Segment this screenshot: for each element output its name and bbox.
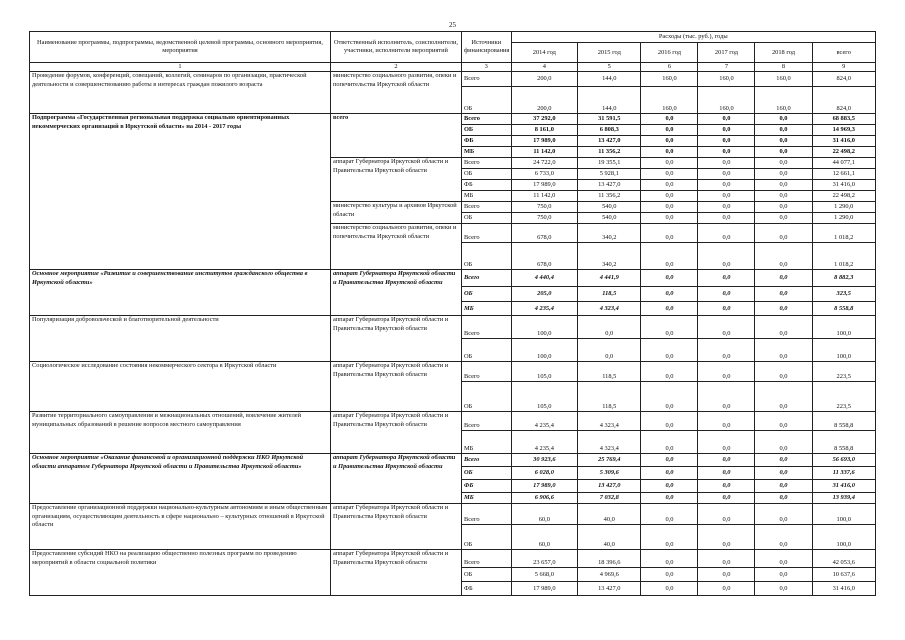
column-index: 5	[578, 63, 641, 72]
year-2018-cell: 0,0	[755, 125, 812, 136]
year-2015-cell: 40,0	[578, 504, 641, 525]
header-funding-source: Источники финансирования	[461, 32, 511, 63]
year-2017-cell: 0,0	[698, 382, 755, 412]
header-year: 2016 год	[641, 43, 698, 63]
year-2018-cell: 0,0	[755, 431, 812, 454]
program-name-cell: Предоставление субсидий НКО на реализацию общественно полезных программ по проведению мероприятий в области социальной политики	[30, 550, 331, 596]
year-2016-cell: 0,0	[641, 270, 698, 287]
year-2016-cell: 0,0	[641, 158, 698, 169]
funding-source-cell: ОБ	[461, 339, 511, 362]
year-2016-cell: 0,0	[641, 114, 698, 125]
total-cell: 22 498,2	[812, 191, 876, 202]
executor-cell: аппарат Губернатора Иркутской области и Правительства Иркутской области	[330, 316, 461, 362]
year-2014-cell: 678,0	[511, 243, 578, 270]
executor-cell: министерство культуры и архивов Иркутской области	[330, 202, 461, 224]
year-2015-cell: 118,5	[578, 382, 641, 412]
total-cell: 824,0	[812, 72, 876, 87]
table-row	[30, 362, 876, 382]
total-cell: 1 018,2	[812, 224, 876, 243]
year-2017-cell: 0,0	[698, 147, 755, 158]
year-2016-cell: 0,0	[641, 224, 698, 243]
year-2017-cell: 0,0	[698, 125, 755, 136]
total-cell: 13 939,4	[812, 493, 876, 504]
funding-source-cell: Всего	[461, 224, 511, 243]
year-2017-cell: 0,0	[698, 191, 755, 202]
year-2014-cell: 17 989,0	[511, 180, 578, 191]
header-total: всего	[812, 43, 876, 63]
year-2015-cell: 5 309,6	[578, 467, 641, 480]
column-index-row	[30, 63, 876, 72]
year-2017-cell: 0,0	[698, 213, 755, 224]
year-2016-cell: 0,0	[641, 191, 698, 202]
year-2017-cell: 0,0	[698, 302, 755, 316]
total-cell: 11 337,6	[812, 467, 876, 480]
year-2015-cell: 540,0	[578, 213, 641, 224]
year-2018-cell: 0,0	[755, 114, 812, 125]
program-name-cell: Социологическое исследование состояния некоммерческого сектора в Иркутской области	[30, 362, 331, 412]
year-2014-cell: 6 733,0	[511, 169, 578, 180]
funding-source-cell: ОБ	[461, 87, 511, 114]
total-cell: 22 498,2	[812, 147, 876, 158]
program-name-cell: Подпрограмма «Государственная региональная поддержка социально ориентированных некоммерческих организаций в Иркутской области» на 2014 - 2017 годы	[30, 114, 331, 270]
year-2014-cell: 6 028,0	[511, 467, 578, 480]
year-2014-cell: 24 722,0	[511, 158, 578, 169]
year-2018-cell: 0,0	[755, 180, 812, 191]
year-2017-cell: 0,0	[698, 431, 755, 454]
year-2016-cell: 0,0	[641, 339, 698, 362]
funding-source-cell: Всего	[461, 412, 511, 431]
year-2016-cell: 0,0	[641, 493, 698, 504]
year-2015-cell: 13 427,0	[578, 136, 641, 147]
year-2015-cell: 4 441,9	[578, 270, 641, 287]
year-2014-cell: 4 235,4	[511, 431, 578, 454]
year-2018-cell: 0,0	[755, 224, 812, 243]
executor-cell: аппарат Губернатора Иркутской области и Правительства Иркутской области	[330, 362, 461, 412]
year-2015-cell: 0,0	[578, 316, 641, 339]
funding-source-cell: ОБ	[461, 243, 511, 270]
year-2018-cell: 0,0	[755, 525, 812, 550]
year-2016-cell: 160,0	[641, 87, 698, 114]
year-2016-cell: 0,0	[641, 125, 698, 136]
year-2017-cell: 0,0	[698, 493, 755, 504]
year-2014-cell: 60,0	[511, 525, 578, 550]
column-index: 2	[330, 63, 461, 72]
year-2016-cell: 0,0	[641, 180, 698, 191]
year-2014-cell: 30 923,6	[511, 454, 578, 467]
year-2017-cell: 0,0	[698, 287, 755, 302]
year-2014-cell: 4 235,4	[511, 302, 578, 316]
program-name-cell: Развитие территориального самоуправления и межнациональных отношений, вовлечение жителей муниципальных образований в решение вопросов местного самоуправления	[30, 412, 331, 454]
header-program-name: Наименование программы, подпрограммы, ведомственной целевой программы, основного мероприятия, мероприятия	[30, 32, 331, 63]
total-cell: 100,0	[812, 339, 876, 362]
funding-source-cell: Всего	[461, 158, 511, 169]
year-2014-cell: 8 161,0	[511, 125, 578, 136]
year-2018-cell: 0,0	[755, 169, 812, 180]
year-2018-cell: 0,0	[755, 493, 812, 504]
executor-cell: министерство социального развития, опеки и попечительства Иркутской области	[330, 224, 461, 270]
year-2018-cell: 0,0	[755, 339, 812, 362]
year-2017-cell: 0,0	[698, 158, 755, 169]
year-2017-cell: 0,0	[698, 339, 755, 362]
total-cell: 31 416,0	[812, 480, 876, 493]
funding-source-cell: Всего	[461, 550, 511, 568]
year-2016-cell: 0,0	[641, 302, 698, 316]
year-2018-cell: 0,0	[755, 550, 812, 568]
year-2015-cell: 11 356,2	[578, 147, 641, 158]
year-2015-cell: 4 323,4	[578, 431, 641, 454]
year-2016-cell: 0,0	[641, 550, 698, 568]
year-2015-cell: 13 427,0	[578, 480, 641, 493]
executor-cell: аппарат Губернатора Иркутской области и Правительства Иркутской области	[330, 270, 461, 316]
year-2016-cell: 0,0	[641, 525, 698, 550]
table-body	[30, 72, 876, 596]
year-2016-cell: 0,0	[641, 362, 698, 382]
year-2018-cell: 0,0	[755, 158, 812, 169]
funding-source-cell: ОБ	[461, 213, 511, 224]
year-2014-cell: 750,0	[511, 213, 578, 224]
year-2017-cell: 0,0	[698, 243, 755, 270]
funding-source-cell: ОБ	[461, 125, 511, 136]
funding-source-cell: ОБ	[461, 467, 511, 480]
funding-source-cell: ФБ	[461, 480, 511, 493]
year-2018-cell: 0,0	[755, 504, 812, 525]
total-cell: 68 883,5	[812, 114, 876, 125]
funding-source-cell: МБ	[461, 493, 511, 504]
year-2016-cell: 0,0	[641, 287, 698, 302]
total-cell: 223,5	[812, 362, 876, 382]
year-2018-cell: 0,0	[755, 147, 812, 158]
year-2018-cell: 0,0	[755, 382, 812, 412]
year-2015-cell: 4 323,4	[578, 412, 641, 431]
funding-source-cell: Всего	[461, 316, 511, 339]
column-index: 1	[30, 63, 331, 72]
funding-source-cell: Всего	[461, 72, 511, 87]
page-number: 25	[449, 21, 456, 29]
year-2017-cell: 160,0	[698, 72, 755, 87]
column-index: 6	[641, 63, 698, 72]
funding-source-cell: ФБ	[461, 136, 511, 147]
year-2015-cell: 13 427,0	[578, 582, 641, 596]
year-2018-cell: 0,0	[755, 316, 812, 339]
total-cell: 8 882,3	[812, 270, 876, 287]
year-2017-cell: 0,0	[698, 180, 755, 191]
column-index: 8	[755, 63, 812, 72]
year-2017-cell: 0,0	[698, 467, 755, 480]
funding-source-cell: Всего	[461, 504, 511, 525]
year-2015-cell: 19 355,1	[578, 158, 641, 169]
year-2015-cell: 4 323,4	[578, 302, 641, 316]
funding-source-cell: Всего	[461, 454, 511, 467]
executor-cell: министерство социального развития, опеки и попечительства Иркутской области	[330, 72, 461, 114]
year-2015-cell: 144,0	[578, 87, 641, 114]
year-2016-cell: 0,0	[641, 169, 698, 180]
total-cell: 10 637,6	[812, 568, 876, 582]
program-name-cell: Основное мероприятие «Оказание финансовой и организационной поддержки НКО Иркутской области аппаратом Губернатора Иркутской области и Правительства Иркутской области»	[30, 454, 331, 504]
funding-source-cell: МБ	[461, 191, 511, 202]
year-2016-cell: 0,0	[641, 316, 698, 339]
year-2015-cell: 18 396,6	[578, 550, 641, 568]
year-2017-cell: 0,0	[698, 136, 755, 147]
year-2015-cell: 340,2	[578, 224, 641, 243]
year-2014-cell: 100,0	[511, 339, 578, 362]
executor-cell: аппарат Губернатора Иркутской области и Правительства Иркутской области	[330, 550, 461, 596]
total-cell: 8 558,8	[812, 431, 876, 454]
funding-source-cell: ФБ	[461, 180, 511, 191]
year-2016-cell: 0,0	[641, 504, 698, 525]
year-2016-cell: 0,0	[641, 202, 698, 213]
total-cell: 323,5	[812, 287, 876, 302]
year-2017-cell: 0,0	[698, 270, 755, 287]
column-index: 4	[511, 63, 578, 72]
column-index: 7	[698, 63, 755, 72]
year-2017-cell: 0,0	[698, 504, 755, 525]
total-cell: 100,0	[812, 504, 876, 525]
year-2014-cell: 37 292,0	[511, 114, 578, 125]
year-2017-cell: 0,0	[698, 114, 755, 125]
year-2017-cell: 0,0	[698, 454, 755, 467]
year-2018-cell: 0,0	[755, 582, 812, 596]
year-2017-cell: 0,0	[698, 525, 755, 550]
total-cell: 8 558,8	[812, 302, 876, 316]
year-2018-cell: 0,0	[755, 136, 812, 147]
funding-source-cell: ОБ	[461, 568, 511, 582]
table-row	[30, 412, 876, 431]
executor-cell: всего	[330, 114, 461, 158]
program-name-cell: Предоставление организационной поддержки национально-культурным автономиям и иным общественным организациям, осуществляющим деятельность в сфере национально – культурных отношений в Иркутской области	[30, 504, 331, 550]
year-2017-cell: 0,0	[698, 224, 755, 243]
year-2014-cell: 6 906,6	[511, 493, 578, 504]
year-2016-cell: 0,0	[641, 213, 698, 224]
year-2015-cell: 540,0	[578, 202, 641, 213]
header-year: 2015 год	[578, 43, 641, 63]
year-2017-cell: 0,0	[698, 550, 755, 568]
funding-source-cell: ОБ	[461, 525, 511, 550]
year-2014-cell: 105,0	[511, 382, 578, 412]
year-2014-cell: 205,0	[511, 287, 578, 302]
year-2018-cell: 0,0	[755, 454, 812, 467]
year-2017-cell: 160,0	[698, 87, 755, 114]
year-2016-cell: 0,0	[641, 480, 698, 493]
year-2014-cell: 23 657,0	[511, 550, 578, 568]
table-row	[30, 270, 876, 287]
total-cell: 56 693,0	[812, 454, 876, 467]
header-executor: Ответственный исполнитель, соисполнители, участники, исполнители мероприятий	[330, 32, 461, 63]
total-cell: 44 077,1	[812, 158, 876, 169]
year-2015-cell: 31 591,5	[578, 114, 641, 125]
table-row	[30, 550, 876, 568]
year-2018-cell: 0,0	[755, 412, 812, 431]
year-2015-cell: 144,0	[578, 72, 641, 87]
year-2017-cell: 0,0	[698, 362, 755, 382]
funding-source-cell: ОБ	[461, 169, 511, 180]
table-row	[30, 72, 876, 87]
year-2018-cell: 0,0	[755, 362, 812, 382]
program-name-cell: Проведение форумов, конференций, совещаний, коллегий, семинаров по организации, практической деятельности и совершенствованию работы в интересах граждан пожилого возраста	[30, 72, 331, 114]
budget-table	[29, 31, 876, 596]
year-2017-cell: 0,0	[698, 582, 755, 596]
year-2018-cell: 0,0	[755, 568, 812, 582]
total-cell: 1 290,0	[812, 202, 876, 213]
year-2018-cell: 0,0	[755, 467, 812, 480]
total-cell: 100,0	[812, 525, 876, 550]
year-2016-cell: 0,0	[641, 467, 698, 480]
year-2018-cell: 160,0	[755, 87, 812, 114]
funding-source-cell: ФБ	[461, 582, 511, 596]
header-year: 2014 год	[511, 43, 578, 63]
total-cell: 31 416,0	[812, 136, 876, 147]
table-header	[30, 32, 876, 72]
year-2015-cell: 118,5	[578, 287, 641, 302]
year-2018-cell: 0,0	[755, 480, 812, 493]
funding-source-cell: Всего	[461, 114, 511, 125]
year-2017-cell: 0,0	[698, 316, 755, 339]
year-2014-cell: 60,0	[511, 504, 578, 525]
year-2017-cell: 0,0	[698, 202, 755, 213]
program-name-cell: Популяризация добровольческой и благотворительной деятельности	[30, 316, 331, 362]
year-2016-cell: 0,0	[641, 243, 698, 270]
program-name-cell: Основное мероприятие «Развитие и совершенствование институтов гражданского общества в Иркутской области»	[30, 270, 331, 316]
year-2016-cell: 0,0	[641, 582, 698, 596]
year-2014-cell: 17 989,0	[511, 582, 578, 596]
year-2017-cell: 0,0	[698, 169, 755, 180]
year-2018-cell: 0,0	[755, 213, 812, 224]
executor-cell: аппарат Губернатора Иркутской области и Правительства Иркутской области	[330, 504, 461, 550]
year-2014-cell: 678,0	[511, 224, 578, 243]
funding-source-cell: МБ	[461, 302, 511, 316]
total-cell: 31 416,0	[812, 582, 876, 596]
year-2015-cell: 118,5	[578, 362, 641, 382]
table-row	[30, 316, 876, 339]
year-2016-cell: 0,0	[641, 147, 698, 158]
table-row	[30, 114, 876, 125]
funding-source-cell: Всего	[461, 270, 511, 287]
year-2018-cell: 160,0	[755, 72, 812, 87]
year-2016-cell: 160,0	[641, 72, 698, 87]
year-2016-cell: 0,0	[641, 454, 698, 467]
header-year: 2017 год	[698, 43, 755, 63]
funding-source-cell: МБ	[461, 431, 511, 454]
total-cell: 1 290,0	[812, 213, 876, 224]
year-2014-cell: 105,0	[511, 362, 578, 382]
year-2014-cell: 4 440,4	[511, 270, 578, 287]
year-2014-cell: 17 989,0	[511, 136, 578, 147]
year-2015-cell: 0,0	[578, 339, 641, 362]
executor-cell: аппарат Губернатора Иркутской области и Правительства Иркутской области	[330, 158, 461, 202]
year-2015-cell: 340,2	[578, 243, 641, 270]
year-2018-cell: 0,0	[755, 243, 812, 270]
year-2014-cell: 100,0	[511, 316, 578, 339]
funding-source-cell: МБ	[461, 147, 511, 158]
funding-source-cell: ОБ	[461, 382, 511, 412]
funding-source-cell: ОБ	[461, 287, 511, 302]
year-2015-cell: 4 969,6	[578, 568, 641, 582]
year-2015-cell: 11 356,2	[578, 191, 641, 202]
header-expenses: Расходы (тыс. руб.), годы	[511, 32, 875, 43]
column-index: 9	[812, 63, 876, 72]
year-2014-cell: 200,0	[511, 72, 578, 87]
total-cell: 31 416,0	[812, 180, 876, 191]
year-2018-cell: 0,0	[755, 270, 812, 287]
total-cell: 8 558,8	[812, 412, 876, 431]
year-2018-cell: 0,0	[755, 287, 812, 302]
year-2015-cell: 13 427,0	[578, 180, 641, 191]
year-2015-cell: 5 928,1	[578, 169, 641, 180]
total-cell: 824,0	[812, 87, 876, 114]
total-cell: 14 969,3	[812, 125, 876, 136]
year-2016-cell: 0,0	[641, 568, 698, 582]
year-2014-cell: 750,0	[511, 202, 578, 213]
funding-source-cell: Всего	[461, 202, 511, 213]
column-index: 3	[461, 63, 511, 72]
year-2014-cell: 11 142,0	[511, 191, 578, 202]
year-2014-cell: 5 668,0	[511, 568, 578, 582]
total-cell: 100,0	[812, 316, 876, 339]
year-2016-cell: 0,0	[641, 412, 698, 431]
year-2017-cell: 0,0	[698, 568, 755, 582]
executor-cell: аппарат Губернатора Иркутской области и Правительства Иркутской области	[330, 454, 461, 504]
total-cell: 223,5	[812, 382, 876, 412]
year-2016-cell: 0,0	[641, 382, 698, 412]
year-2014-cell: 200,0	[511, 87, 578, 114]
year-2014-cell: 4 235,4	[511, 412, 578, 431]
year-2016-cell: 0,0	[641, 431, 698, 454]
year-2017-cell: 0,0	[698, 480, 755, 493]
year-2017-cell: 0,0	[698, 412, 755, 431]
year-2018-cell: 0,0	[755, 302, 812, 316]
year-2016-cell: 0,0	[641, 136, 698, 147]
year-2015-cell: 7 032,8	[578, 493, 641, 504]
funding-source-cell: Всего	[461, 362, 511, 382]
year-2014-cell: 11 142,0	[511, 147, 578, 158]
table-row	[30, 454, 876, 467]
total-cell: 1 018,2	[812, 243, 876, 270]
year-2014-cell: 17 989,0	[511, 480, 578, 493]
header-year: 2018 год	[755, 43, 812, 63]
year-2018-cell: 0,0	[755, 202, 812, 213]
executor-cell: аппарат Губернатора Иркутской области и Правительства Иркутской области	[330, 412, 461, 454]
year-2015-cell: 40,0	[578, 525, 641, 550]
total-cell: 12 661,1	[812, 169, 876, 180]
total-cell: 42 053,6	[812, 550, 876, 568]
year-2015-cell: 6 808,3	[578, 125, 641, 136]
table-row	[30, 504, 876, 525]
year-2015-cell: 25 769,4	[578, 454, 641, 467]
year-2018-cell: 0,0	[755, 191, 812, 202]
